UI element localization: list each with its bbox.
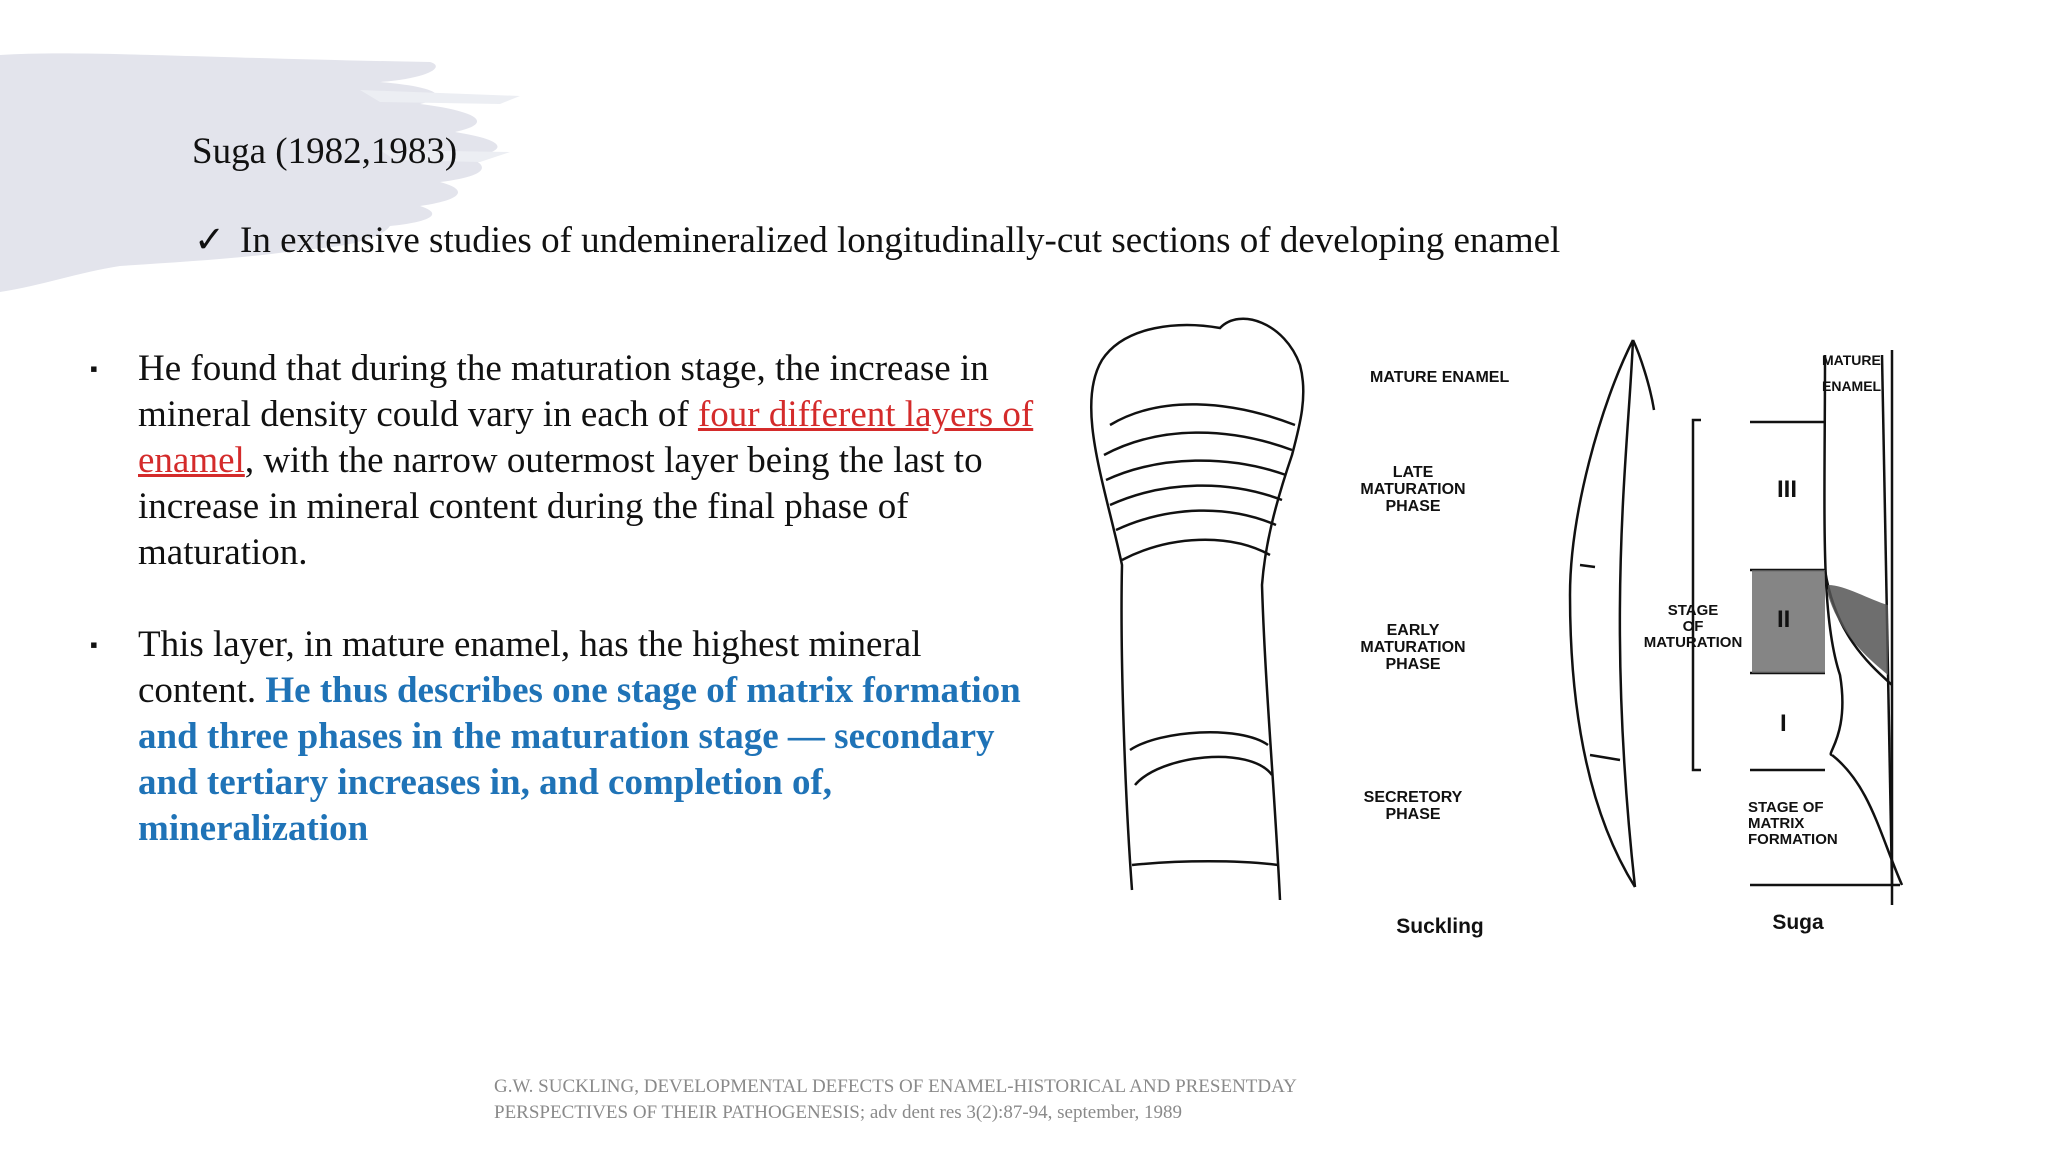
citation-line-2: PERSPECTIVES OF THEIR PATHOGENESIS; adv dent res 3(2):87-94, september, 1989 — [494, 1102, 1182, 1123]
checkmark-icon: ✓ — [194, 220, 226, 261]
caption-suckling: Suckling — [1396, 915, 1484, 938]
suga-section-outline — [1570, 340, 1635, 887]
label-secretory-1: SECRETORY — [1363, 789, 1463, 806]
bullet-list — [90, 346, 1045, 898]
subtitle-text: In extensive studies of undemineralized longitudinally-cut sections of developing enamel — [240, 220, 1561, 261]
suckling-tooth-outline — [1091, 319, 1303, 900]
label-roman-one: I — [1780, 710, 1787, 737]
label-suga-mature-2: ENAMEL — [1822, 378, 1882, 394]
label-late-2: MATURATION — [1360, 481, 1466, 498]
label-early-3: PHASE — [1385, 656, 1441, 673]
label-stage-2: OF — [1682, 618, 1704, 635]
label-secretory-2: PHASE — [1385, 806, 1441, 823]
caption-suga: Suga — [1772, 911, 1824, 934]
label-early-1: EARLY — [1386, 622, 1440, 639]
citation — [494, 1074, 1297, 1126]
label-matrix-1: STAGE OF — [1748, 799, 1824, 816]
label-stage-3: MATURATION — [1643, 634, 1743, 651]
label-mature-enamel: MATURE ENAMEL — [1370, 369, 1510, 386]
label-early-2: MATURATION — [1360, 639, 1466, 656]
label-roman-three: III — [1777, 476, 1798, 503]
citation-line-1: G.W. SUCKLING, DEVELOPMENTAL DEFECTS OF ENAMEL-HISTORICAL AND PRESENTDAY — [494, 1076, 1297, 1097]
square-bullet-icon: ▪ — [90, 356, 98, 381]
subtitle-line — [194, 218, 1560, 262]
bullet-1-text-a: He found that during the maturation stage, the increase in mineral density could vary in each of — [138, 348, 989, 435]
label-suga-mature-1: MATURE — [1822, 352, 1881, 368]
label-roman-two: II — [1777, 606, 1791, 633]
enamel-maturation-diagram — [1080, 315, 1920, 955]
label-stage-1: STAGE — [1667, 602, 1719, 619]
square-bullet-icon: ▪ — [90, 632, 98, 657]
label-matrix-3: FORMATION — [1748, 831, 1838, 848]
slide-title: Suga (1982,1983) — [192, 131, 458, 172]
label-late-3: PHASE — [1385, 498, 1441, 515]
bullet-2-highlight: He thus describes one stage of matrix formation and three phases in the maturation stage — secondary and tertiary increases in, and completion of, mineralization — [138, 670, 1021, 849]
bullet-1-highlight: four different layers of enamel — [138, 394, 1034, 481]
bullet-item-2 — [90, 622, 1045, 852]
label-matrix-2: MATRIX — [1748, 815, 1805, 832]
bullet-1-text-b: , with the narrow outermost layer being the last to increase in mineral content during the final phase of maturation. — [138, 440, 983, 573]
label-late-1: LATE — [1392, 464, 1434, 481]
bullet-2-text-a: This layer, in mature enamel, has the highest mineral content. — [138, 624, 922, 711]
bullet-item-1 — [90, 346, 1045, 576]
